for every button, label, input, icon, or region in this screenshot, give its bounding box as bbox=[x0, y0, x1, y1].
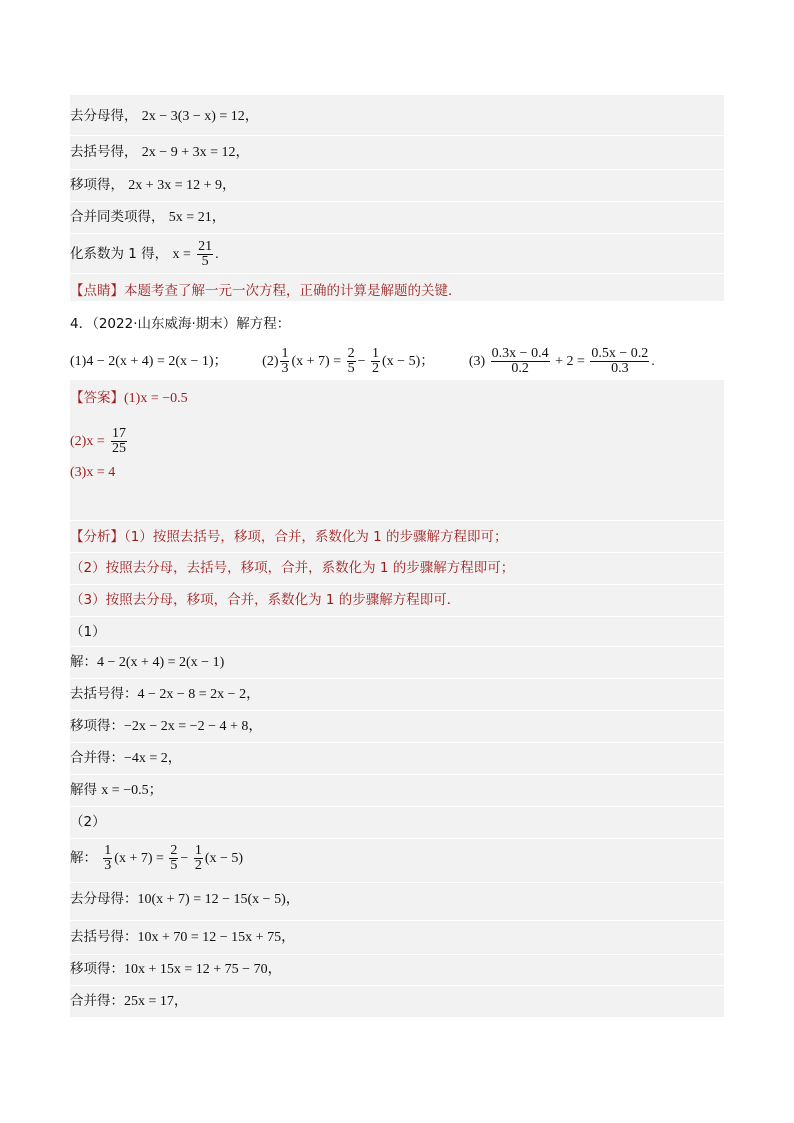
part-2-line-4 bbox=[70, 959, 282, 980]
equation: 2x − 9 + 3x = 12， bbox=[141, 145, 250, 160]
answer-line-3 bbox=[70, 462, 115, 483]
fraction bbox=[103, 844, 112, 873]
note-tag: 【点睛】 bbox=[70, 283, 124, 299]
note-text: 本题考查了解一元一次方程，正确的计算是解题的关键． bbox=[124, 283, 462, 299]
eq-text: (x − 5)； bbox=[382, 354, 435, 369]
equation: 4 − 2(x + 4) = 2(x − 1) bbox=[97, 655, 225, 670]
period: . bbox=[651, 354, 655, 369]
denominator: 0.2 bbox=[511, 361, 529, 377]
equation: 10(x + 7) = 12 − 15(x − 5)， bbox=[137, 892, 300, 907]
fraction bbox=[194, 844, 203, 873]
divider bbox=[70, 273, 724, 274]
divider bbox=[70, 584, 724, 585]
answer-tag: 【答案】 bbox=[70, 390, 124, 406]
part-1-line-2 bbox=[70, 684, 260, 705]
step-label: 移项得： bbox=[70, 718, 124, 734]
solution-line-3 bbox=[70, 175, 236, 196]
analysis-tag: 【分析】 bbox=[70, 529, 124, 545]
question-header bbox=[70, 314, 290, 334]
period: . bbox=[215, 247, 219, 262]
eq-text: + 2 = bbox=[555, 354, 585, 369]
solution-line-1 bbox=[70, 106, 259, 127]
equation: x = bbox=[172, 247, 191, 262]
part-1-line-1 bbox=[70, 652, 224, 673]
fraction bbox=[590, 347, 649, 376]
step-label: 化系数为 1 得， bbox=[70, 246, 169, 262]
divider bbox=[70, 552, 724, 553]
numerator: 2 bbox=[170, 843, 178, 859]
analysis-line-3 bbox=[70, 590, 460, 610]
equation: −2x − 2x = −2 − 4 + 8， bbox=[124, 719, 263, 734]
divider bbox=[70, 646, 724, 647]
numerator: 1 bbox=[194, 843, 202, 859]
denominator: 2 bbox=[194, 858, 202, 874]
eq-text: (x + 7) = bbox=[291, 354, 342, 369]
numerator: 1 bbox=[104, 843, 112, 859]
question-title: 4．（2022·山东威海·期末）解方程： bbox=[70, 316, 291, 332]
fraction bbox=[169, 844, 178, 873]
solution-line-4 bbox=[70, 207, 226, 228]
fraction bbox=[280, 347, 289, 376]
equation: 10x + 70 = 12 − 15x + 75， bbox=[137, 930, 296, 945]
step-label: 移项得， bbox=[70, 177, 124, 193]
numerator: 17 bbox=[112, 426, 127, 441]
answer-line-2 bbox=[70, 424, 129, 459]
divider bbox=[70, 985, 724, 986]
part-2-line-2 bbox=[70, 889, 300, 910]
step-label: 解： bbox=[70, 654, 97, 670]
denominator: 2 bbox=[372, 361, 380, 377]
denominator: 0.3 bbox=[611, 361, 629, 377]
solution-line-2 bbox=[70, 142, 249, 163]
equation: 25x = 17， bbox=[124, 994, 188, 1009]
divider bbox=[70, 135, 724, 136]
numerator: 1 bbox=[281, 346, 289, 362]
analysis-text: （1）按照去括号，移项，合并，系数化为 1 的步骤解方程即可； bbox=[124, 529, 508, 545]
step-label: 合并同类项得， bbox=[70, 209, 165, 225]
step-label: 合并得： bbox=[70, 750, 124, 766]
solution-line-5 bbox=[70, 238, 219, 271]
denominator: 3 bbox=[281, 361, 289, 377]
fraction bbox=[347, 347, 356, 376]
part-label: （1） bbox=[70, 624, 106, 640]
question-equations bbox=[70, 342, 655, 381]
fraction bbox=[197, 240, 213, 269]
step-label: 解： bbox=[70, 850, 97, 866]
equation-2 bbox=[262, 343, 434, 381]
numerator: 2 bbox=[347, 346, 355, 362]
divider bbox=[70, 169, 724, 170]
analysis-line-2 bbox=[70, 558, 514, 578]
denominator: 3 bbox=[104, 858, 112, 874]
analysis-text: （2）按照去分母，去括号，移项，合并，系数化为 1 的步骤解方程即可； bbox=[70, 560, 515, 576]
equation: 2x − 3(3 − x) = 12， bbox=[141, 109, 259, 124]
fraction bbox=[491, 347, 550, 376]
part-1-head bbox=[70, 622, 106, 642]
answer-line-1 bbox=[70, 388, 188, 409]
fraction bbox=[371, 347, 380, 376]
numerator: 0.3x − 0.4 bbox=[491, 346, 549, 362]
equation: 10x + 15x = 12 + 75 − 70， bbox=[124, 962, 282, 977]
minus: − bbox=[357, 354, 366, 369]
divider bbox=[70, 774, 724, 775]
part-2-line-3 bbox=[70, 927, 295, 948]
eq-index: (3) bbox=[468, 354, 486, 369]
eq-text: (x + 7) = bbox=[114, 851, 164, 866]
divider bbox=[70, 882, 724, 883]
step-label: 去括号得： bbox=[70, 929, 138, 945]
part-1-line-3 bbox=[70, 716, 262, 737]
step-label: 去分母得： bbox=[70, 891, 138, 907]
equation: 2x + 3x = 12 + 9， bbox=[128, 178, 236, 193]
answer-3: (3)x = 4 bbox=[70, 465, 116, 480]
divider bbox=[70, 954, 724, 955]
numerator: 0.5x − 0.2 bbox=[591, 346, 649, 362]
numerator: 1 bbox=[372, 346, 380, 362]
equation: x = −0.5； bbox=[101, 783, 163, 798]
minus: − bbox=[180, 851, 189, 866]
eq-index: (2) bbox=[262, 354, 279, 369]
step-label: 解得 bbox=[70, 782, 97, 798]
part-2-head bbox=[70, 812, 106, 832]
analysis-text: （3）按照去分母，移项，合并，系数化为 1 的步骤解方程即可． bbox=[70, 592, 461, 608]
divider bbox=[70, 742, 724, 743]
divider bbox=[70, 710, 724, 711]
numerator: 21 bbox=[198, 239, 213, 254]
divider bbox=[70, 520, 724, 521]
denominator: 5 bbox=[201, 254, 209, 269]
denominator: 5 bbox=[347, 361, 355, 377]
equation bbox=[101, 843, 244, 874]
equation: 4 − 2x − 8 = 2x − 2， bbox=[137, 687, 261, 702]
equation-3 bbox=[469, 343, 655, 381]
step-label: 去括号得， bbox=[70, 144, 138, 160]
eq-text: (x − 5) bbox=[204, 851, 244, 866]
analysis-line-1 bbox=[70, 527, 508, 547]
divider bbox=[70, 920, 724, 921]
fraction bbox=[111, 427, 127, 456]
part-2-line-5 bbox=[70, 991, 188, 1012]
step-label: 去分母得， bbox=[70, 108, 138, 124]
step-label: 移项得： bbox=[70, 961, 124, 977]
note-line bbox=[70, 281, 462, 301]
answer-1: (1)x = −0.5 bbox=[124, 391, 188, 406]
denominator: 5 bbox=[170, 858, 178, 874]
denominator: 25 bbox=[112, 441, 127, 456]
divider bbox=[70, 838, 724, 839]
step-label: 合并得： bbox=[70, 993, 124, 1009]
part-label: （2） bbox=[70, 814, 106, 830]
divider bbox=[70, 806, 724, 807]
equation: 5x = 21， bbox=[168, 210, 226, 225]
part-1-line-4 bbox=[70, 748, 182, 769]
part-1-line-5 bbox=[70, 780, 163, 801]
answer-2: (2)x = bbox=[70, 434, 105, 449]
step-label: 去括号得： bbox=[70, 686, 138, 702]
divider bbox=[70, 201, 724, 202]
divider bbox=[70, 616, 724, 617]
equation-1: (1)4 − 2(x + 4) = 2(x − 1)； bbox=[70, 354, 228, 369]
part-2-line-1 bbox=[70, 840, 243, 877]
divider bbox=[70, 678, 724, 679]
divider bbox=[70, 233, 724, 234]
equation: −4x = 2， bbox=[124, 751, 182, 766]
